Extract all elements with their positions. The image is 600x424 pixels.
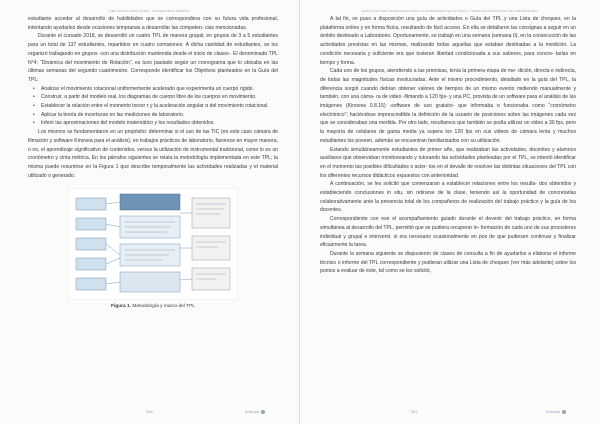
diagram-box	[76, 198, 106, 210]
left-page-number: 356	[146, 409, 153, 414]
objective-item: • Construir, a partir del modelo real, los diagramas de cuerpo libre de los cuerpos en movimiento.	[41, 93, 278, 102]
right-paragraph-3: Estando simultáneamente estudiantes de primer año, que realizaban las actividades, docentes y alumnos auxiliares que observaban monitoreando y tutorando las actividades planteadas por el TPL, se intentó identificar en el momento las posibles dificultades o acier- tos en el devalle de resolver las distintas situaciones del TPL con los diferentes recursos didácticos expuestos con anterioridad.	[320, 146, 576, 179]
methodology-figure	[68, 188, 238, 308]
right-paragraph-2: Cada uno de los grupos, atendiendo a las premisas, tenía la primera etapa de me- dición, directa e indirecta, de todas las magnitudes físicas involucradas. Ante el mismo procedimiento, detallado en la guía del TPL, la diferencia surgió cuando debían obtener valores de tiempos de un mismo evento midiendo manualmente y también, con una cáma- ra de video -filmando a 120 fps- y una PC, provista de un software para el análisis de las imágenes (Kinovea 0.8.15) -software de uso gratuito- que informaba o funcionaba como “cronómetro electrónico”; haciéndose imprescindible la definición de la usuario de posiciones sobre las imágenes cada vez que se consideraban una medida. Por otro lado, resultamos que también se podía utilizar un video a 30 fps, pero la mayoría de celulares de gama media ya supera los 120 fps en sus videos de cámara lenta y muchos estudiantes los poseen, además se encuentran familiarizados con su utilización.	[320, 68, 576, 144]
right-page	[300, 0, 600, 424]
brand-logo-icon	[261, 410, 265, 414]
objective-item: • Analizar el movimiento rotacional uniformemente acelerado que experimenta un cuerpo rígido.	[41, 85, 278, 94]
left-running-head: RED SOCIAL EDUCATIVA · UNIVERSIDAD ABIERTA	[109, 9, 190, 13]
diagram-box	[76, 238, 106, 250]
brand-name: Kolloqui	[244, 409, 259, 414]
right-paragraph-1: A tal fin, se puso a disposición una guía de actividades o Guía del TPL y una Lista de chequeo, en la plataforma online y en forma física, resultando de fácil acceso. En ella se detallaron las consignas a seguir en un ámbito destinado a Laboratorio. Oportunamente, se trabajó en una semana (semana 0), en la consecución de las actividades previstas en las mismas, realizando todas aquellas que estaban destinadas a la medición. La condición necesaria y suficiente era que tuvieran libertad condicionada a sus saberes, para concre- tarlas en tiempo y forma.	[320, 16, 576, 66]
left-paragraph-2: Durante el cursado 2018, se desarrolló un cuatro TPL de manera grupal, en grupos de 3 a 5 estudiantes para un total de 137 estudiantes, repartidos en cuatro comisiones. A dicha cantidad de estudiantes, se los organizó trabajando en grupos -con una distribución mantenida desde el inicio de clases-. El denominado TPL N°4: “Dinámica del movimiento de Rotación”, es tuvo pautado según un cronograma que lo ubicaba en las últimas semanas del segundo cuatrimestre. Corresponde identificar los Objetivos planteados en la Guía del TPL:	[28, 33, 278, 83]
left-paragraph-1: estudiante acceder al desarrollo de habilidades que se correspondiera con su futura vida profesional, intentando ayudarles desde ocasiones tempranas a desarrollar las competen- cias mencionadas.	[28, 16, 278, 31]
methodology-diagram	[68, 188, 238, 300]
figure-caption-text: Metodología y marco del TPL	[131, 304, 195, 310]
diagram-box	[76, 258, 106, 270]
objective-item: • Inferir las aproximaciones del modelo matemático y los resultados obtenidos.	[41, 119, 278, 128]
right-paragraph-4: A continuación, se les solicitó que comenzaran a establecer relaciones entre los resulta- dos obtenidos y estableciendo conclusiones in situ, sin retirarse de la clase, teniendo así la oportunidad de concretarlas colaborativamente ante la presencia total de los compañeros de realización del trabajo práctico y la guía de los docentes.	[320, 181, 576, 214]
left-paragraph-3: Los mismos se fundamentaron en un propósito: determinar si el uso de las TIC (en este caso cámara de filmación y software Kinovea para el análisis), en trabajos prácticos de laboratorio, favorece en mayor manera, o no, el aprendizaje significativo de contenidos, versus la utilización de instrumental tradicional, como lo es un cronómetro y cinta métrica. En los párrafos siguientes se relata la metodología implementada en este TPL; la misma puede resumirse en la Figura 1 que describe temporalmente las actividades realizadas y el material utilizado o generado.	[28, 129, 278, 179]
diagram-box	[120, 272, 180, 292]
right-footer-brand	[546, 409, 566, 414]
brand-name: Kolloqui	[545, 409, 560, 414]
objectives-list	[28, 85, 278, 129]
right-running-head: ENFOQUE POR COMPETENCIAS EN LA ENSEÑANZA DE LA FÍSICA: TRABAJOS PRÁCTICOS DE LABORATORIO	[362, 9, 538, 13]
right-paragraph-5: Correspondiente con ese el acompañamiento guiado durante el devenir del trabajo práctico, en forma simultánea al desarrollo del TPL, permitió que se pudiera recuperar in- formación de cada uno de sus procederes individual y grupal e intervenir, si era necesario ocasionalmente en pos de que pudiesen continuar y finalizar eficazmente la tarea.	[320, 216, 576, 249]
diagram-box	[120, 194, 180, 210]
figure-caption	[68, 303, 238, 312]
objective-item: • Aplicar la teoría de incertezas en las mediciones de laboratorio.	[41, 111, 278, 120]
left-body	[28, 15, 278, 308]
right-paragraph-6: Durante la semana siguiente se dispusieron de clases de consulta a fin de ayudarlos a elaborar el informe técnico o informe del TPL correspondiente y pudieran utilizar una Lista de chequeo (ver más adelante) sobre los puntos a evaluar de éste, tal como se les solicitó,	[320, 250, 576, 275]
objective-item: • Establecer la relación entre el momento torsor τ y la aceleración angular α del movimiento rotacional.	[41, 102, 278, 111]
diagram-box	[76, 218, 106, 230]
left-footer-brand	[245, 409, 265, 414]
right-body	[320, 15, 576, 276]
diagram-box	[192, 198, 230, 228]
diagram-box	[192, 236, 230, 260]
diagram-box	[76, 278, 106, 290]
brand-logo-icon	[562, 410, 566, 414]
figure-caption-label: Figura 1.	[111, 304, 132, 310]
right-page-number: 357	[411, 409, 418, 414]
